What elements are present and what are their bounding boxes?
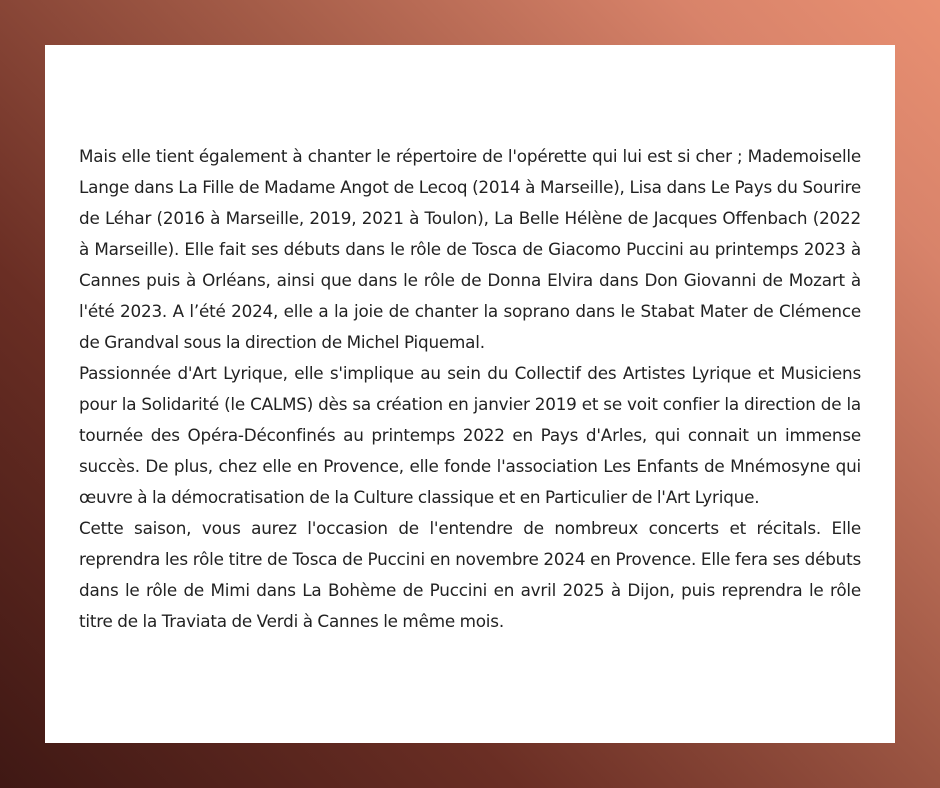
body-text [79,141,861,637]
text-card [45,45,895,743]
paragraph-calms: Passionnée d'Art Lyrique, elle s'implique au sein du Collectif des Artistes Lyrique et Musiciens pour la Solidarité (le CALMS) dès sa création en janvier 2019 et se voit confier la direction de la tournée des Opéra-Déconfinés au printemps 2022 en Pays d'Arles, qui connait un immense succès. De plus, chez elle en Provence, elle fonde l'association Les Enfants de Mnémosyne qui œuvre à la démocratisation de la Culture classique et en Particulier de l'Art Lyrique. [79,363,861,507]
paragraph-operetta: Mais elle tient également à chanter le répertoire de l'opérette qui lui est si cher ; Mademoiselle Lange dans La Fille de Madame Angot de Lecoq (2014 à Marseille), Lisa dans Le Pays du Sourire de Léhar (2016 à Marseille, 2019, 2021 à Toulon), La Belle Hélène de Jacques Offenbach (2022 à Marseille). Elle fait ses débuts dans le rôle de Tosca de Giacomo Puccini au printemps 2023 à Cannes puis à Orléans, ainsi que dans le rôle de Donna Elvira dans Don Giovanni de Mozart à l'été 2023. A l’été 2024, elle a la joie de chanter la soprano dans le Stabat Mater de Clémence de Grandval sous la direction de Michel Piquemal. [79,146,861,352]
paragraph-season: Cette saison, vous aurez l'occasion de l'entendre de nombreux concerts et récitals. Elle reprendra les rôle titre de Tosca de Puccini en novembre 2024 en Provence. Elle fera ses débuts dans le rôle de Mimi dans La Bohème de Puccini en avril 2025 à Dijon, puis reprendra le rôle titre de la Traviata de Verdi à Cannes le même mois. [79,518,861,631]
